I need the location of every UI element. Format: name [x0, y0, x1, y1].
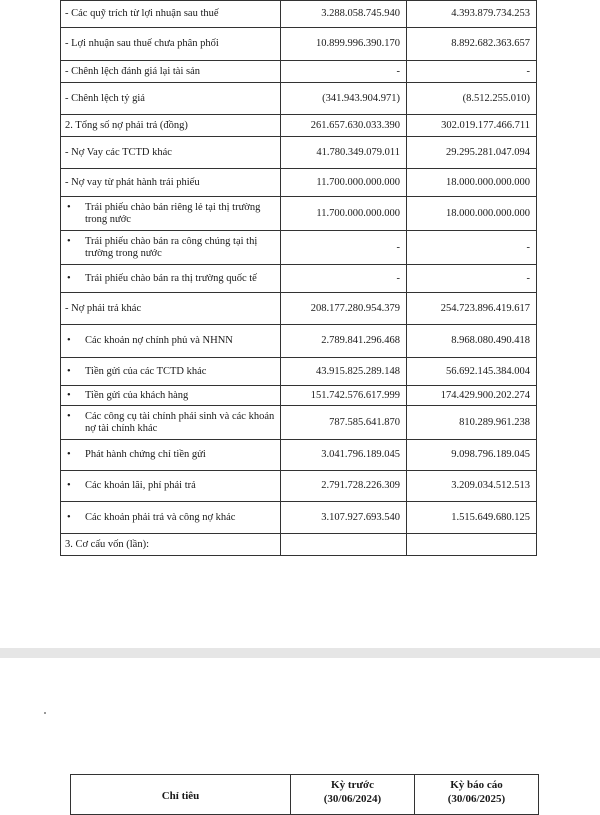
report-period-value: 1.515.649.680.125 — [407, 502, 537, 534]
bullet-icon: • — [67, 511, 71, 523]
previous-period-value: 3.107.927.693.540 — [281, 502, 407, 534]
row-label-cell — [61, 1, 281, 28]
row-label: Tiền gửi của các TCTD khác — [85, 365, 207, 377]
row-label-cell — [61, 169, 281, 197]
report-period-value: 4.393.879.734.253 — [407, 1, 537, 28]
table-row — [61, 1, 537, 28]
row-label: - Chênh lệch tỷ giá — [65, 92, 145, 104]
previous-period-value — [281, 534, 407, 556]
report-period-value: - — [407, 265, 537, 293]
row-label: Phát hành chứng chỉ tiền gửi — [85, 449, 206, 460]
report-period-value: 302.019.177.466.711 — [407, 115, 537, 137]
row-label: Các khoản phải trả và công nợ khác — [85, 511, 236, 523]
bullet-icon: • — [67, 410, 71, 422]
row-label-cell — [61, 358, 281, 386]
row-label-cell — [61, 231, 281, 265]
row-label-cell — [61, 386, 281, 406]
bullet-icon: • — [67, 365, 71, 377]
report-period-value: 3.209.034.512.513 — [407, 471, 537, 502]
table-row — [61, 197, 537, 231]
header-report-label: Kỳ báo cáo — [450, 779, 503, 791]
previous-period-value: - — [281, 61, 407, 83]
previous-period-value: 11.700.000.000.000 — [281, 197, 407, 231]
report-period-value: 18.000.000.000.000 — [407, 197, 537, 231]
report-period-value: 8.968.080.490.418 — [407, 325, 537, 358]
table-row — [61, 265, 537, 293]
row-label-cell — [61, 28, 281, 61]
bullet-icon: • — [67, 235, 71, 247]
row-label-cell — [61, 197, 281, 231]
header-report-period — [415, 775, 539, 815]
report-period-value: 29.295.281.047.094 — [407, 137, 537, 169]
row-label: Các công cụ tài chính phái sinh và các khoản nợ tài chính khác — [85, 410, 275, 434]
row-label: Tiền gửi của khách hàng — [85, 389, 189, 401]
report-period-value: - — [407, 231, 537, 265]
row-label-cell — [61, 115, 281, 137]
row-label-cell — [61, 471, 281, 502]
bullet-icon: • — [67, 335, 71, 346]
row-label-cell — [61, 534, 281, 556]
row-label: 2. Tổng số nợ phải trả (đồng) — [65, 119, 188, 131]
report-period-value: 254.723.896.419.617 — [407, 293, 537, 325]
bullet-icon: • — [67, 480, 71, 491]
financial-table — [60, 0, 537, 556]
table-row — [61, 61, 537, 83]
previous-period-value: 10.899.996.390.170 — [281, 28, 407, 61]
header-previous-label: Kỳ trước — [331, 779, 374, 791]
row-label-cell — [61, 440, 281, 471]
next-document-page — [0, 658, 600, 805]
previous-period-value: (341.943.904.971) — [281, 83, 407, 115]
report-period-value: 810.289.961.238 — [407, 406, 537, 440]
row-label-cell — [61, 61, 281, 83]
row-label: - Lợi nhuận sau thuế chưa phân phối — [65, 38, 219, 49]
previous-period-value: - — [281, 265, 407, 293]
table-row — [61, 325, 537, 358]
row-label: Các khoản nợ chính phủ và NHNN — [85, 335, 233, 346]
row-label: Trái phiếu chào bán ra công chúng tại thị trường trong nước — [85, 235, 258, 259]
previous-period-value: 3.041.796.189.045 — [281, 440, 407, 471]
scan-speck — [44, 712, 46, 714]
previous-period-value: 3.288.058.745.940 — [281, 1, 407, 28]
report-period-value: 174.429.900.202.274 — [407, 386, 537, 406]
previous-period-value: - — [281, 231, 407, 265]
header-previous-date: (30/06/2024) — [323, 793, 382, 805]
previous-period-value: 11.700.000.000.000 — [281, 169, 407, 197]
row-label: - Các quỹ trích từ lợi nhuận sau thuế — [65, 8, 219, 19]
row-label-cell — [61, 137, 281, 169]
table-row — [61, 406, 537, 440]
row-label: Trái phiếu chào bán ra thị trường quốc tế — [85, 272, 257, 284]
table-row — [61, 115, 537, 137]
row-label-cell — [61, 502, 281, 534]
table-row — [61, 28, 537, 61]
previous-period-value: 2.789.841.296.468 — [281, 325, 407, 358]
header-previous-period — [291, 775, 415, 815]
table-row — [61, 83, 537, 115]
row-label: - Chênh lệch đánh giá lại tài sản — [65, 65, 200, 77]
row-label: 3. Cơ cấu vốn (lần): — [65, 538, 149, 550]
previous-period-value: 208.177.280.954.379 — [281, 293, 407, 325]
previous-period-value: 2.791.728.226.309 — [281, 471, 407, 502]
header-indicator: Chỉ tiêu — [71, 775, 291, 815]
table-row — [61, 471, 537, 502]
table-row — [61, 534, 537, 556]
header-report-date: (30/06/2025) — [447, 793, 506, 805]
table-row — [61, 502, 537, 534]
report-period-value: 18.000.000.000.000 — [407, 169, 537, 197]
previous-period-value: 787.585.641.870 — [281, 406, 407, 440]
page-separator — [0, 648, 600, 658]
previous-period-value: 151.742.576.617.999 — [281, 386, 407, 406]
table-row — [61, 440, 537, 471]
report-period-value — [407, 534, 537, 556]
report-period-value: - — [407, 61, 537, 83]
report-period-value: (8.512.255.010) — [407, 83, 537, 115]
bullet-icon: • — [67, 389, 71, 401]
previous-period-value: 261.657.630.033.390 — [281, 115, 407, 137]
table-row — [61, 386, 537, 406]
row-label: - Nợ vay từ phát hành trái phiếu — [65, 176, 200, 188]
previous-period-value: 41.780.349.079.011 — [281, 137, 407, 169]
bullet-icon: • — [67, 449, 71, 460]
table-row — [61, 137, 537, 169]
table-row — [61, 293, 537, 325]
report-period-value: 8.892.682.363.657 — [407, 28, 537, 61]
row-label-cell — [61, 325, 281, 358]
previous-period-value: 43.915.825.289.148 — [281, 358, 407, 386]
row-label: Trái phiếu chào bán riêng lẻ tại thị trường trong nước — [85, 201, 261, 225]
row-label-cell — [61, 83, 281, 115]
next-page-table-header — [70, 774, 539, 815]
row-label: - Nợ phải trả khác — [65, 302, 142, 314]
bullet-icon: • — [67, 272, 71, 284]
row-label-cell — [61, 265, 281, 293]
row-label: Các khoản lãi, phí phải trả — [85, 480, 196, 491]
table-row — [61, 231, 537, 265]
row-label-cell — [61, 406, 281, 440]
row-label-cell — [61, 293, 281, 325]
table-row — [61, 358, 537, 386]
report-period-value: 56.692.145.384.004 — [407, 358, 537, 386]
table-row — [61, 169, 537, 197]
bullet-icon: • — [67, 201, 71, 213]
report-period-value: 9.098.796.189.045 — [407, 440, 537, 471]
row-label: - Nợ Vay các TCTD khác — [65, 146, 172, 158]
